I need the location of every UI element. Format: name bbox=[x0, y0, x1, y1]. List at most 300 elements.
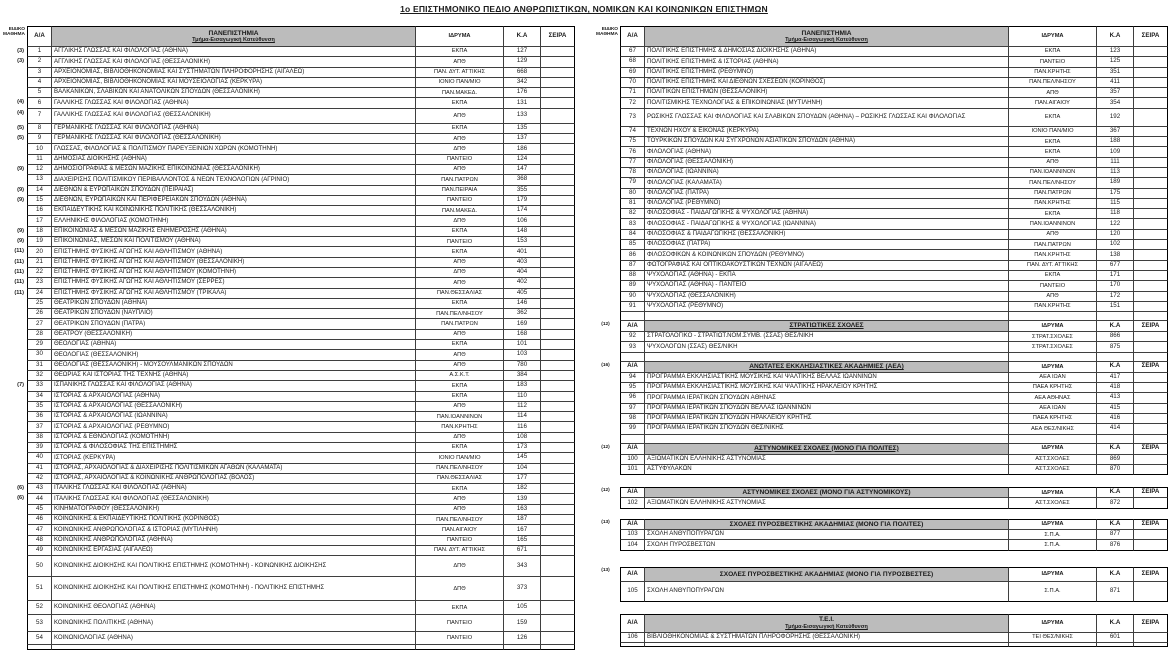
institution: ΑΠΘ bbox=[416, 258, 504, 268]
row-number: 36 bbox=[27, 412, 52, 422]
seira-value bbox=[1134, 88, 1168, 98]
table-row bbox=[593, 498, 1168, 508]
row-number: 99 bbox=[620, 424, 645, 434]
seira-value bbox=[1134, 57, 1168, 67]
special-subject-mark bbox=[0, 546, 27, 556]
institution: ΠΑΝΤΕΙΟ bbox=[416, 196, 504, 206]
row-number: 47 bbox=[27, 525, 52, 535]
special-subject-mark: (6) bbox=[17, 485, 24, 492]
row-number: 16 bbox=[27, 206, 52, 216]
institution: ΑΠΘ bbox=[416, 134, 504, 144]
row-number: 46 bbox=[27, 515, 52, 525]
department-name: ΠΡΟΓΡΑΜΜΑ ΙΕΡΑΤΙΚΩΝ ΣΠΟΥΔΩΝ ΗΡΑΚΛΕΙΟΥ ΚΡΗΤΗΣ bbox=[645, 414, 1009, 424]
table-row bbox=[0, 237, 575, 247]
row-number: 40 bbox=[27, 453, 52, 463]
seira-column-header: ΣΕΙΡΑ bbox=[1134, 444, 1168, 455]
special-subject-header: (13) bbox=[601, 567, 610, 573]
code-ka: 601 bbox=[1097, 633, 1134, 643]
special-subject-mark bbox=[593, 465, 620, 475]
table-row bbox=[593, 199, 1168, 209]
special-subject-mark bbox=[0, 412, 27, 422]
department-name: ΚΟΙΝΩΝΙΚΗΣ ΘΕΟΛΟΓΙΑΣ (ΑΘΗΝΑ) bbox=[52, 601, 416, 615]
department-name: ΦΙΛΟΣΟΦΙΑΣ (ΠΑΤΡΑ) bbox=[645, 240, 1009, 250]
seira-value bbox=[541, 227, 575, 237]
special-subject-mark: (11) bbox=[14, 289, 24, 296]
universities-column-header bbox=[52, 26, 416, 47]
table-row bbox=[593, 271, 1168, 281]
department-name: ΦΙΛΟΛΟΓΙΑΣ (ΘΕΣΣΑΛΟΝΙΚΗ) bbox=[645, 158, 1009, 168]
section-title bbox=[645, 614, 1009, 633]
department-name: ΚΟΙΝΩΝΙΚΗΣ & ΕΚΠΑΙΔΕΥΤΙΚΗΣ ΠΟΛΙΤΙΚΗΣ (ΚΟΡΙΝΘΟΣ) bbox=[52, 515, 416, 525]
department-name: ΤΟΥΡΚΙΚΩΝ ΣΠΟΥΔΩΝ ΚΑΙ ΣΥΓΧΡΟΝΩΝ ΑΣΙΑΤΙΚΩΝ ΣΠΟΥΔΩΝ (ΑΘΗΝΑ) bbox=[645, 137, 1009, 147]
department-name: ΕΠΙΣΤΗΜΗΣ ΦΥΣΙΚΗΣ ΑΓΩΓΗΣ ΚΑΙ ΑΘΛΗΤΙΣΜΟΥ (ΣΕΡΡΕΣ) bbox=[52, 278, 416, 288]
table-row bbox=[0, 227, 575, 237]
seira-value bbox=[1134, 158, 1168, 168]
special-subject-header: (13) bbox=[601, 519, 610, 525]
institution: ΕΚΠΑ bbox=[1009, 137, 1097, 147]
seira-value bbox=[541, 186, 575, 196]
seira-value bbox=[1134, 332, 1168, 342]
seira-value bbox=[1134, 47, 1168, 57]
ka-column-header: Κ.Α bbox=[1097, 362, 1134, 373]
row-number: 28 bbox=[27, 330, 52, 340]
section-table-police-officers bbox=[593, 487, 1168, 509]
code-ka: 106 bbox=[504, 216, 541, 226]
seira-value bbox=[541, 319, 575, 329]
row-number: 98 bbox=[620, 414, 645, 424]
column-title-text: ΣΤΡΑΤΙΩΤΙΚΕΣ ΣΧΟΛΕΣ bbox=[789, 322, 864, 330]
institution: ΑΠΘ bbox=[416, 505, 504, 515]
special-subject-mark bbox=[593, 189, 620, 199]
special-subject-mark: (4) bbox=[17, 99, 24, 106]
row-number: 22 bbox=[27, 268, 52, 278]
department-name: ΨΥΧΟΛΟΓΙΑΣ (ΘΕΣΣΑΛΟΝΙΚΗ) bbox=[645, 292, 1009, 302]
institution: ΠΑΕΑ ΚΡΗΤΗΣ bbox=[1009, 383, 1097, 393]
seira-value bbox=[541, 361, 575, 371]
section-gap bbox=[593, 509, 1168, 519]
code-ka bbox=[504, 645, 541, 650]
code-ka: 135 bbox=[504, 124, 541, 134]
department-name: ΕΠΙΚΟΙΝΩΝΙΑΣ & ΜΕΣΩΝ ΜΑΖΙΚΗΣ ΕΝΗΜΕΡΩΣΗΣ (ΑΘΗΝΑ) bbox=[52, 227, 416, 237]
table-row bbox=[0, 525, 575, 535]
row-number: 5 bbox=[27, 88, 52, 98]
seira-value bbox=[1134, 435, 1168, 444]
institution bbox=[1009, 353, 1097, 362]
row-number: 50 bbox=[27, 556, 52, 577]
code-ka: 183 bbox=[504, 381, 541, 391]
code-ka: 176 bbox=[504, 88, 541, 98]
seira-value bbox=[1134, 189, 1168, 199]
section-title bbox=[645, 362, 1009, 373]
seira-value bbox=[541, 206, 575, 216]
seira-value bbox=[1134, 219, 1168, 229]
institution: ΠΑΝ.ΘΕΣΣΑΛΙΑΣ bbox=[416, 289, 504, 299]
code-ka: 870 bbox=[1097, 465, 1134, 475]
department-name: ΘΕΑΤΡΙΚΩΝ ΣΠΟΥΔΩΝ (ΝΑΥΠΛΙΟ) bbox=[52, 309, 416, 319]
department-name: ΓΕΡΜΑΝΙΚΗΣ ΓΛΩΣΣΑΣ ΚΑΙ ΦΙΛΟΛΟΓΙΑΣ (ΘΕΣΣΑΛΟΝΙΚΗ) bbox=[52, 134, 416, 144]
special-subject-mark bbox=[593, 88, 620, 98]
seira-value bbox=[1134, 240, 1168, 250]
row-number: 21 bbox=[27, 258, 52, 268]
special-subject-mark: (11) bbox=[14, 279, 24, 286]
code-ka: 182 bbox=[504, 484, 541, 494]
institution: ΕΚΠΑ bbox=[416, 443, 504, 453]
special-subject-mark bbox=[0, 175, 27, 185]
department-name: ΑΓΓΛΙΚΗΣ ΓΛΩΣΣΑΣ ΚΑΙ ΦΙΛΟΛΟΓΙΑΣ (ΘΕΣΣΑΛΟΝΙΚΗ) bbox=[52, 57, 416, 67]
department-name: ΣΧΟΛΗ ΑΝΘΥΠΟΠΥΡΑΓΩΝ bbox=[645, 582, 1009, 602]
row-number: 91 bbox=[620, 302, 645, 312]
institution: ΕΚΠΑ bbox=[1009, 147, 1097, 157]
column-title-text: ΑΣΤΥΝΟΜΙΚΕΣ ΣΧΟΛΕΣ (ΜΟΝΟ ΓΙΑ ΑΣΤΥΝΟΜΙΚΟΥΣ) bbox=[742, 489, 911, 497]
table-row bbox=[0, 258, 575, 268]
row-number: 97 bbox=[620, 404, 645, 414]
table-row bbox=[0, 186, 575, 196]
department-name: ΨΥΧΟΛΟΓΩΝ (ΣΣΑΣ) ΘΕΣ/ΝΙΚΗ bbox=[645, 342, 1009, 352]
row-number: 27 bbox=[27, 319, 52, 329]
row-number: 69 bbox=[620, 68, 645, 78]
row-number: 11 bbox=[27, 155, 52, 165]
institution: ΑΠΘ bbox=[416, 361, 504, 371]
row-number: 53 bbox=[27, 615, 52, 632]
department-name: ΕΠΙΣΤΗΜΗΣ ΦΥΣΙΚΗΣ ΑΓΩΓΗΣ ΚΑΙ ΑΘΛΗΤΙΣΜΟΥ (ΘΕΣΣΑΛΟΝΙΚΗ) bbox=[52, 258, 416, 268]
special-subject-mark bbox=[593, 250, 620, 260]
department-name: ΓΕΡΜΑΝΙΚΗΣ ΓΛΩΣΣΑΣ ΚΑΙ ΦΙΛΟΛΟΓΙΑΣ (ΑΘΗΝΑ) bbox=[52, 124, 416, 134]
aa-column-header: Α/Α bbox=[620, 614, 645, 633]
table-row bbox=[0, 330, 575, 340]
seira-value bbox=[541, 330, 575, 340]
special-subject-mark bbox=[593, 373, 620, 383]
code-ka: 173 bbox=[504, 443, 541, 453]
special-subject-header: (12) bbox=[601, 322, 610, 328]
special-subject-mark bbox=[0, 402, 27, 412]
special-subject-mark bbox=[0, 464, 27, 474]
institution: ΠΑΝ.ΙΩΑΝΝΙΝΩΝ bbox=[1009, 219, 1097, 229]
special-subject-mark bbox=[593, 240, 620, 250]
special-subject-mark: (9) bbox=[17, 186, 24, 193]
code-ka: 159 bbox=[504, 615, 541, 632]
institution: ΠΑΝΤΕΙΟ bbox=[1009, 57, 1097, 67]
row-number: 102 bbox=[620, 498, 645, 508]
table-row bbox=[593, 147, 1168, 157]
institution: ΠΑΝ.ΜΑΚΕΔ. bbox=[416, 88, 504, 98]
institution: ΕΚΠΑ bbox=[1009, 209, 1097, 219]
row-number: 100 bbox=[620, 455, 645, 465]
section-header-fire-firefighters bbox=[593, 567, 1168, 582]
code-ka: 668 bbox=[504, 68, 541, 78]
institution: ΕΚΠΑ bbox=[416, 247, 504, 257]
institution: ΕΚΠΑ bbox=[416, 124, 504, 134]
table-row bbox=[593, 178, 1168, 188]
row-number: 68 bbox=[620, 57, 645, 67]
special-subject-mark bbox=[593, 353, 620, 362]
ka-column-header: Κ.Α bbox=[1097, 444, 1134, 455]
blank-spacer-row bbox=[0, 645, 575, 650]
table-row bbox=[0, 124, 575, 134]
special-subject-mark bbox=[593, 633, 620, 643]
universities-table-right bbox=[593, 26, 1168, 650]
institution: ΑΠΘ bbox=[416, 402, 504, 412]
column-subtitle-text: Τμήμα-Εισαγωγική Κατεύθυνση bbox=[785, 623, 868, 630]
row-number: 43 bbox=[27, 484, 52, 494]
row-number: 101 bbox=[620, 465, 645, 475]
table-row bbox=[593, 393, 1168, 403]
institution: ΕΚΠΑ bbox=[416, 47, 504, 57]
seira-value bbox=[541, 88, 575, 98]
code-ka: 403 bbox=[504, 258, 541, 268]
department-name: ΙΤΑΛΙΚΗΣ ΓΛΩΣΣΑΣ ΚΑΙ ΦΙΛΟΛΟΓΙΑΣ (ΘΕΣΣΑΛΟΝΙΚΗ) bbox=[52, 494, 416, 504]
special-subject-mark bbox=[0, 443, 27, 453]
special-subject-mark bbox=[593, 643, 620, 647]
department-name: ΔΙΑΧΕΙΡΙΣΗΣ ΠΟΛΙΤΙΣΜΙΚΟΥ ΠΕΡΙΒΑΛΛΟΝΤΟΣ & ΝΕΩΝ ΤΕΧΝΟΛΟΓΙΩΝ (ΑΓΡΙΝΙΟ) bbox=[52, 175, 416, 185]
row-number: 45 bbox=[27, 505, 52, 515]
department-name: ΠΟΛΙΤΙΣΜΙΚΗΣ ΤΕΧΝΟΛΟΓΙΑΣ & ΕΠΙΚΟΙΝΩΝΙΑΣ (ΜΥΤΙΛΗΝΗ) bbox=[645, 98, 1009, 108]
code-ka: 102 bbox=[1097, 240, 1134, 250]
department-name: ΚΟΙΝΩΝΙΚΗΣ ΔΙΟΙΚΗΣΗΣ ΚΑΙ ΠΟΛΙΤΙΚΗΣ ΕΠΙΣΤΗΜΗΣ (ΚΟΜΟΤΗΝΗ) - ΚΟΙΝΩΝΙΚΗΣ ΔΙΟΙΚΗΣΗΣ bbox=[52, 556, 416, 577]
code-ka: 146 bbox=[504, 299, 541, 309]
row-number: 74 bbox=[620, 127, 645, 137]
institution: ΔΠΘ bbox=[416, 216, 504, 226]
code-ka: 367 bbox=[1097, 127, 1134, 137]
special-subject-mark bbox=[0, 319, 27, 329]
seira-value bbox=[541, 381, 575, 391]
row-number: 39 bbox=[27, 443, 52, 453]
table-row bbox=[593, 240, 1168, 250]
institution: ΑΣΤ.ΣΧΟΛΕΣ bbox=[1009, 465, 1097, 475]
section-gap bbox=[593, 475, 1168, 487]
code-ka: 351 bbox=[1097, 68, 1134, 78]
institution: ΠΑΝΤΕΙΟ bbox=[416, 237, 504, 247]
row-number: 72 bbox=[620, 98, 645, 108]
table-row bbox=[593, 219, 1168, 229]
special-subject-mark: (11) bbox=[14, 268, 24, 275]
table-row bbox=[0, 484, 575, 494]
code-ka: 188 bbox=[1097, 137, 1134, 147]
code-ka: 122 bbox=[1097, 219, 1134, 229]
special-subject-mark: (5) bbox=[17, 124, 24, 131]
ka-column-header: Κ.Α bbox=[1097, 614, 1134, 633]
special-subject-mark bbox=[0, 299, 27, 309]
department-name: ΙΣΤΟΡΙΑΣ (ΚΕΡΚΥΡΑ) bbox=[52, 453, 416, 463]
row-number: 29 bbox=[27, 340, 52, 350]
seira-value bbox=[541, 175, 575, 185]
row-number: 81 bbox=[620, 199, 645, 209]
seira-value bbox=[541, 464, 575, 474]
seira-value bbox=[541, 47, 575, 57]
row-number: 70 bbox=[620, 78, 645, 88]
institution: ΠΑΝΤΕΙΟ bbox=[416, 155, 504, 165]
code-ka: 101 bbox=[504, 340, 541, 350]
department-name: ΙΣΤΟΡΙΑΣ, ΑΡΧΑΙΟΛΟΓΙΑΣ & ΚΟΙΝΩΝΙΚΗΣ ΑΝΘΡΩΠΟΛΟΓΙΑΣ (ΒΟΛΟΣ) bbox=[52, 474, 416, 484]
department-name: ΦΙΛΟΣΟΦΙΑΣ - ΠΑΙΔΑΓΩΓΙΚΗΣ & ΨΥΧΟΛΟΓΙΑΣ (ΙΩΑΝΝΙΝΑ) bbox=[645, 219, 1009, 229]
institution: ΔΠΘ bbox=[416, 268, 504, 278]
code-ka: 125 bbox=[1097, 57, 1134, 67]
table-header bbox=[0, 26, 575, 47]
special-subject-mark bbox=[593, 47, 620, 57]
institution: ΠΑΝ. ΔΥΤ. ΑΤΤΙΚΗΣ bbox=[416, 68, 504, 78]
table-row bbox=[593, 230, 1168, 240]
code-ka: 186 bbox=[504, 144, 541, 154]
department-name: ΡΩΣΙΚΗΣ ΓΛΩΣΣΑΣ ΚΑΙ ΦΙΛΟΛΟΓΙΑΣ ΚΑΙ ΣΛΑΒΙΚΩΝ ΣΠΟΥΔΩΝ (ΑΘΗΝΑ) – ΡΩΣΙΚΗΣ ΓΛΩΣΣΑΣ ΚΑΙ ΦΙΛΟΛΟΓΙΑΣ bbox=[645, 109, 1009, 127]
seira-value bbox=[1134, 633, 1168, 643]
special-subject-mark bbox=[0, 422, 27, 432]
special-subject-mark bbox=[0, 330, 27, 340]
table-header bbox=[593, 26, 1168, 47]
seira-value bbox=[1134, 147, 1168, 157]
code-ka: 413 bbox=[1097, 393, 1134, 403]
table-row bbox=[593, 98, 1168, 108]
seira-value bbox=[1134, 261, 1168, 271]
special-subject-mark bbox=[0, 78, 27, 88]
department-name: ΦΙΛΟΛΟΓΙΑΣ (ΙΩΑΝΝΙΝΑ) bbox=[645, 168, 1009, 178]
section-header-police-officers bbox=[593, 487, 1168, 498]
table-row bbox=[0, 556, 575, 577]
department-name: ΤΕΧΝΩΝ ΗΧΟΥ & ΕΙΚΟΝΑΣ (ΚΕΡΚΥΡΑ) bbox=[645, 127, 1009, 137]
department-name: ΣΧΟΛΗ ΑΝΘΥΠΟΠΥΡΑΓΩΝ bbox=[645, 530, 1009, 540]
seira-value bbox=[541, 289, 575, 299]
column-title-text: ΣΧΟΛΕΣ ΠΥΡΟΣΒΕΣΤΙΚΗΣ ΑΚΑΔΗΜΙΑΣ (ΜΟΝΟ ΓΙΑ ΠΥΡΟΣΒΕΣΤΕΣ) bbox=[719, 570, 934, 578]
department-name: ΦΩΤΟΓΡΑΦΙΑΣ ΚΑΙ ΟΠΤΙΚΟΑΚΟΥΣΤΙΚΩΝ ΤΕΧΝΩΝ (ΑΙΓΑΛΕΩ) bbox=[645, 261, 1009, 271]
seira-value bbox=[1134, 540, 1168, 550]
table-row bbox=[0, 505, 575, 515]
institution: ΑΠΘ bbox=[1009, 292, 1097, 302]
code-ka: 354 bbox=[1097, 98, 1134, 108]
special-subject-mark bbox=[0, 309, 27, 319]
row-number: 34 bbox=[27, 392, 52, 402]
department-name: ΚΟΙΝΩΝΙΚΗΣ ΕΡΓΑΣΙΑΣ (ΑΙΓΑΛΕΩ) bbox=[52, 546, 416, 556]
table-row bbox=[0, 546, 575, 556]
code-ka: 118 bbox=[1097, 209, 1134, 219]
special-subject-mark bbox=[593, 530, 620, 540]
table-row bbox=[0, 155, 575, 165]
seira-value bbox=[1134, 292, 1168, 302]
code-ka: 405 bbox=[504, 289, 541, 299]
row-number: 90 bbox=[620, 292, 645, 302]
column-title-text: ΑΝΩΤΑΤΕΣ ΕΚΚΛΗΣΙΑΣΤΙΚΕΣ ΑΚΑΔΗΜΙΕΣ (ΑΕΑ) bbox=[749, 363, 904, 371]
institution: Α.Σ.Κ.Τ. bbox=[416, 371, 504, 381]
seira-value bbox=[541, 515, 575, 525]
institution: ΕΚΠΑ bbox=[416, 227, 504, 237]
code-ka: 189 bbox=[1097, 178, 1134, 188]
seira-value bbox=[541, 309, 575, 319]
seira-value bbox=[1134, 109, 1168, 127]
table-row bbox=[593, 540, 1168, 550]
ka-column-header: Κ.Α bbox=[1097, 519, 1134, 530]
code-ka: 172 bbox=[1097, 292, 1134, 302]
seira-value bbox=[541, 443, 575, 453]
table-row bbox=[593, 465, 1168, 475]
special-subject-mark bbox=[0, 536, 27, 546]
special-subject-mark bbox=[0, 206, 27, 216]
special-subject-mark bbox=[593, 127, 620, 137]
seira-value bbox=[541, 371, 575, 381]
table-row bbox=[593, 342, 1168, 352]
institution: ΑΠΘ bbox=[1009, 158, 1097, 168]
department-name bbox=[645, 312, 1009, 321]
table-row bbox=[0, 78, 575, 88]
code-ka: 871 bbox=[1097, 582, 1134, 602]
special-subject-mark bbox=[0, 645, 27, 650]
special-subject-mark bbox=[593, 393, 620, 403]
seira-value bbox=[541, 57, 575, 67]
row-number: 13 bbox=[27, 175, 52, 185]
table-row bbox=[0, 392, 575, 402]
seira-value bbox=[541, 392, 575, 402]
section-header-tei bbox=[593, 614, 1168, 633]
institution-column-header: ΙΔΡΥΜΑ bbox=[1009, 487, 1097, 498]
row-number: 82 bbox=[620, 209, 645, 219]
row-number: 37 bbox=[27, 422, 52, 432]
department-name: ΦΙΛΟΣΟΦΙΑΣ - ΠΑΙΔΑΓΩΓΙΚΗΣ & ΨΥΧΟΛΟΓΙΑΣ (ΑΘΗΝΑ) bbox=[645, 209, 1009, 219]
special-subject-mark bbox=[0, 615, 27, 632]
code-ka: 165 bbox=[504, 536, 541, 546]
special-subject-mark bbox=[593, 261, 620, 271]
section-table-fire-firefighters bbox=[593, 567, 1168, 602]
seira-value bbox=[541, 536, 575, 546]
table-row bbox=[0, 361, 575, 371]
section-title bbox=[645, 321, 1009, 332]
special-subject-mark bbox=[0, 577, 27, 601]
universities-column-header bbox=[645, 26, 1009, 47]
table-row bbox=[593, 424, 1168, 434]
special-subject-mark bbox=[0, 601, 27, 615]
table-row bbox=[593, 373, 1168, 383]
special-subject-mark bbox=[593, 292, 620, 302]
special-subject-mark bbox=[593, 219, 620, 229]
row-number: 7 bbox=[27, 109, 52, 124]
code-ka: 876 bbox=[1097, 540, 1134, 550]
seira-column-header: ΣΕΙΡΑ bbox=[1134, 567, 1168, 582]
institution: ΠΑΕΑ ΚΡΗΤΗΣ bbox=[1009, 414, 1097, 424]
institution: ΠΑΝ. ΔΥΤ. ΑΤΤΙΚΗΣ bbox=[1009, 261, 1097, 271]
row-number: 26 bbox=[27, 309, 52, 319]
table-row bbox=[593, 250, 1168, 260]
seira-value bbox=[1134, 312, 1168, 321]
seira-value bbox=[1134, 455, 1168, 465]
seira-value bbox=[541, 278, 575, 288]
table-row bbox=[593, 292, 1168, 302]
section-header-police-civilians bbox=[593, 444, 1168, 455]
table-row bbox=[0, 268, 575, 278]
department-name: ΔΙΕΘΝΩΝ, ΕΥΡΩΠΑΪΚΩΝ ΚΑΙ ΠΕΡΙΦΕΡΕΙΑΚΩΝ ΣΠΟΥΔΩΝ (ΑΘΗΝΑ) bbox=[52, 196, 416, 206]
institution bbox=[1009, 312, 1097, 321]
table-row bbox=[0, 371, 575, 381]
department-name: ΘΕΑΤΡΟΥ (ΘΕΣΣΑΛΟΝΙΚΗ) bbox=[52, 330, 416, 340]
page-title: 1ο ΕΠΙΣΤΗΜΟΝΙΚΟ ΠΕΔΙΟ ΑΝΘΡΩΠΙΣΤΙΚΩΝ, ΝΟΜΙΚΩΝ ΚΑΙ ΚΟΙΝΩΝΙΚΩΝ ΕΠΙΣΤΗΜΩΝ bbox=[400, 4, 768, 14]
row-number: 32 bbox=[27, 371, 52, 381]
department-name: ΦΙΛΟΛΟΓΙΑΣ (ΠΑΤΡΑ) bbox=[645, 189, 1009, 199]
code-ka: 404 bbox=[504, 268, 541, 278]
special-subject-mark: (9) bbox=[17, 238, 24, 245]
special-subject-mark bbox=[593, 435, 620, 444]
row-number: 73 bbox=[620, 109, 645, 127]
table-row bbox=[0, 350, 575, 360]
institution: ΕΚΠΑ bbox=[1009, 47, 1097, 57]
code-ka: 124 bbox=[504, 155, 541, 165]
row-number: 24 bbox=[27, 289, 52, 299]
special-subject-mark bbox=[593, 281, 620, 291]
code-ka: 147 bbox=[504, 165, 541, 175]
code-ka: 192 bbox=[1097, 109, 1134, 127]
row-number: 79 bbox=[620, 178, 645, 188]
code-ka: 138 bbox=[1097, 250, 1134, 260]
special-subject-mark: (9) bbox=[17, 165, 24, 172]
table-row bbox=[593, 137, 1168, 147]
row-number: 75 bbox=[620, 137, 645, 147]
seira-value bbox=[541, 453, 575, 463]
column-title-text: ΠΑΝΕΠΙΣΤΗΜΙΑ bbox=[208, 29, 259, 37]
seira-value bbox=[541, 546, 575, 556]
table-row bbox=[0, 464, 575, 474]
